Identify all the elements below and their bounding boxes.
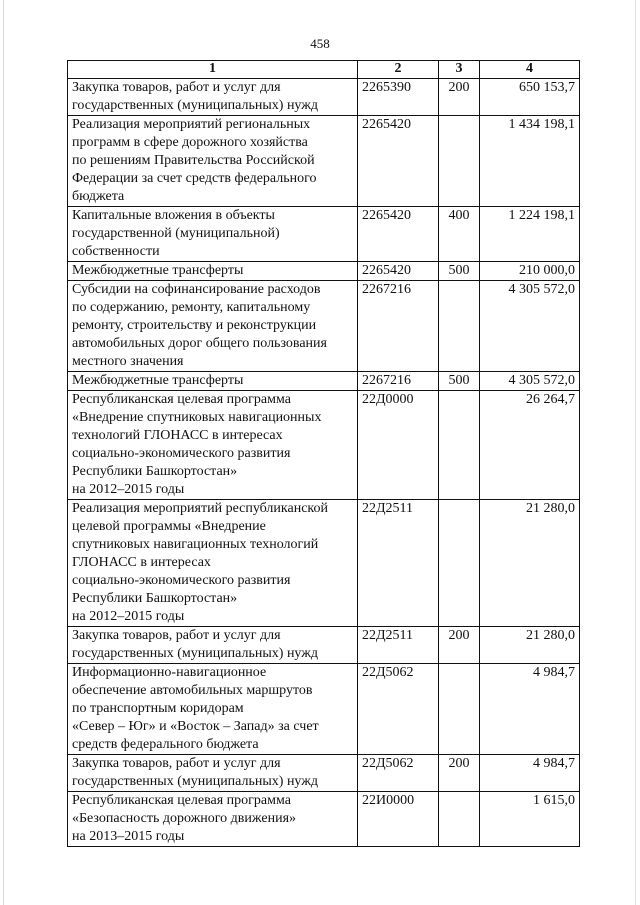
row-code: 2265420 bbox=[358, 116, 439, 207]
description-line: «Внедрение спутниковых навигационных bbox=[72, 410, 322, 425]
row-code: 22Д5062 bbox=[358, 755, 439, 792]
table-row bbox=[68, 664, 580, 755]
row-expense-type bbox=[439, 391, 480, 500]
row-amount: 1 224 198,1 bbox=[480, 207, 580, 262]
row-expense-type bbox=[439, 792, 480, 847]
row-description bbox=[68, 281, 358, 372]
row-expense-type: 200 bbox=[439, 627, 480, 664]
description-line: Реализация мероприятий региональных bbox=[72, 117, 311, 132]
row-description bbox=[68, 664, 358, 755]
description-line: Республики Башкортостан» bbox=[72, 591, 238, 606]
table-row bbox=[68, 207, 580, 262]
row-expense-type: 200 bbox=[439, 755, 480, 792]
description-line: государственной (муниципальной) bbox=[72, 226, 280, 241]
description-line: Закупка товаров, работ и услуг для bbox=[72, 80, 281, 95]
row-expense-type bbox=[439, 116, 480, 207]
table-row bbox=[68, 79, 580, 116]
description-line: по транспортным коридорам bbox=[72, 701, 244, 716]
row-description bbox=[68, 500, 358, 627]
row-expense-type: 500 bbox=[439, 262, 480, 281]
description-line: средств федерального бюджета bbox=[72, 737, 259, 752]
row-code: 22Д5062 bbox=[358, 664, 439, 755]
header-code: 2 bbox=[358, 61, 439, 79]
row-expense-type: 400 bbox=[439, 207, 480, 262]
row-expense-type: 500 bbox=[439, 372, 480, 391]
description-line: бюджета bbox=[72, 189, 125, 204]
description-line: по решениям Правительства Российской bbox=[72, 153, 315, 168]
description-line: Закупка товаров, работ и услуг для bbox=[72, 628, 281, 643]
description-line: Закупка товаров, работ и услуг для bbox=[72, 756, 281, 771]
description-line: местного значения bbox=[72, 354, 184, 369]
row-description bbox=[68, 372, 358, 391]
description-line: Капитальные вложения в объекты bbox=[72, 208, 275, 223]
table-row bbox=[68, 262, 580, 281]
description-line: «Север – Юг» и «Восток – Запад» за счет bbox=[72, 719, 319, 734]
row-code: 2267216 bbox=[358, 372, 439, 391]
row-amount: 4 984,7 bbox=[480, 664, 580, 755]
row-amount: 4 305 572,0 bbox=[480, 372, 580, 391]
table-body bbox=[68, 79, 580, 847]
description-line: собственности bbox=[72, 244, 160, 259]
description-line: на 2012–2015 годы bbox=[72, 482, 185, 497]
row-description bbox=[68, 79, 358, 116]
description-line: спутниковых навигационных технологий bbox=[72, 537, 319, 552]
description-line: Межбюджетные трансферты bbox=[72, 373, 244, 388]
row-code: 2265390 bbox=[358, 79, 439, 116]
row-expense-type bbox=[439, 500, 480, 627]
row-description bbox=[68, 262, 358, 281]
page-number: 458 bbox=[310, 36, 330, 51]
row-code: 2267216 bbox=[358, 281, 439, 372]
description-line: государственных (муниципальных) нужд bbox=[72, 774, 319, 789]
description-line: государственных (муниципальных) нужд bbox=[72, 98, 319, 113]
description-line: Межбюджетные трансферты bbox=[72, 263, 244, 278]
description-line: на 2013–2015 годы bbox=[72, 829, 185, 844]
scan-edge-left bbox=[3, 0, 4, 905]
table-row bbox=[68, 372, 580, 391]
table-row bbox=[68, 500, 580, 627]
description-line: целевой программы «Внедрение bbox=[72, 519, 266, 534]
row-amount: 21 280,0 bbox=[480, 627, 580, 664]
table-row bbox=[68, 281, 580, 372]
description-line: государственных (муниципальных) нужд bbox=[72, 646, 319, 661]
description-line: «Безопасность дорожного движения» bbox=[72, 811, 297, 826]
description-line: ГЛОНАСС в интересах bbox=[72, 555, 211, 570]
description-line: социально-экономического развития bbox=[72, 446, 291, 461]
description-line: программ в сфере дорожного хозяйства bbox=[72, 135, 308, 150]
row-expense-type: 200 bbox=[439, 79, 480, 116]
description-line: Федерации за счет средств федерального bbox=[72, 171, 317, 186]
row-description bbox=[68, 755, 358, 792]
description-line: Реализация мероприятий республиканской bbox=[72, 501, 328, 516]
header-amount: 4 bbox=[480, 61, 580, 79]
description-line: Республики Башкортостан» bbox=[72, 464, 238, 479]
table-row bbox=[68, 755, 580, 792]
description-line: обеспечение автомобильных маршрутов bbox=[72, 683, 313, 698]
description-line: по содержанию, ремонту, капитальному bbox=[72, 300, 311, 315]
header-description: 1 bbox=[68, 61, 358, 79]
scan-edge-right bbox=[635, 0, 636, 905]
description-line: технологий ГЛОНАСС в интересах bbox=[72, 428, 283, 443]
header-row bbox=[68, 61, 580, 79]
row-expense-type bbox=[439, 281, 480, 372]
row-amount: 650 153,7 bbox=[480, 79, 580, 116]
description-line: социально-экономического развития bbox=[72, 573, 291, 588]
row-code: 22Д2511 bbox=[358, 500, 439, 627]
description-line: автомобильных дорог общего пользования bbox=[72, 336, 327, 351]
row-description bbox=[68, 391, 358, 500]
row-amount: 1 615,0 bbox=[480, 792, 580, 847]
row-amount: 1 434 198,1 bbox=[480, 116, 580, 207]
row-code: 22Д0000 bbox=[358, 391, 439, 500]
row-code: 2265420 bbox=[358, 207, 439, 262]
header-type: 3 bbox=[439, 61, 480, 79]
row-description bbox=[68, 116, 358, 207]
row-amount: 4 305 572,0 bbox=[480, 281, 580, 372]
row-code: 2265420 bbox=[358, 262, 439, 281]
budget-table bbox=[67, 60, 580, 847]
row-description bbox=[68, 627, 358, 664]
description-line: Информационно-навигационное bbox=[72, 665, 267, 680]
description-line: Республиканская целевая программа bbox=[72, 392, 291, 407]
row-expense-type bbox=[439, 664, 480, 755]
table-row bbox=[68, 627, 580, 664]
row-description bbox=[68, 792, 358, 847]
description-line: ремонту, строительству и реконструкции bbox=[72, 318, 317, 333]
row-amount: 210 000,0 bbox=[480, 262, 580, 281]
row-code: 22Д2511 bbox=[358, 627, 439, 664]
description-line: Республиканская целевая программа bbox=[72, 793, 291, 808]
table-row bbox=[68, 391, 580, 500]
row-description bbox=[68, 207, 358, 262]
table-row bbox=[68, 792, 580, 847]
description-line: Субсидии на софинансирование расходов bbox=[72, 282, 321, 297]
row-amount: 26 264,7 bbox=[480, 391, 580, 500]
row-amount: 4 984,7 bbox=[480, 755, 580, 792]
row-amount: 21 280,0 bbox=[480, 500, 580, 627]
row-code: 22И0000 bbox=[358, 792, 439, 847]
table-row bbox=[68, 116, 580, 207]
description-line: на 2012–2015 годы bbox=[72, 609, 185, 624]
